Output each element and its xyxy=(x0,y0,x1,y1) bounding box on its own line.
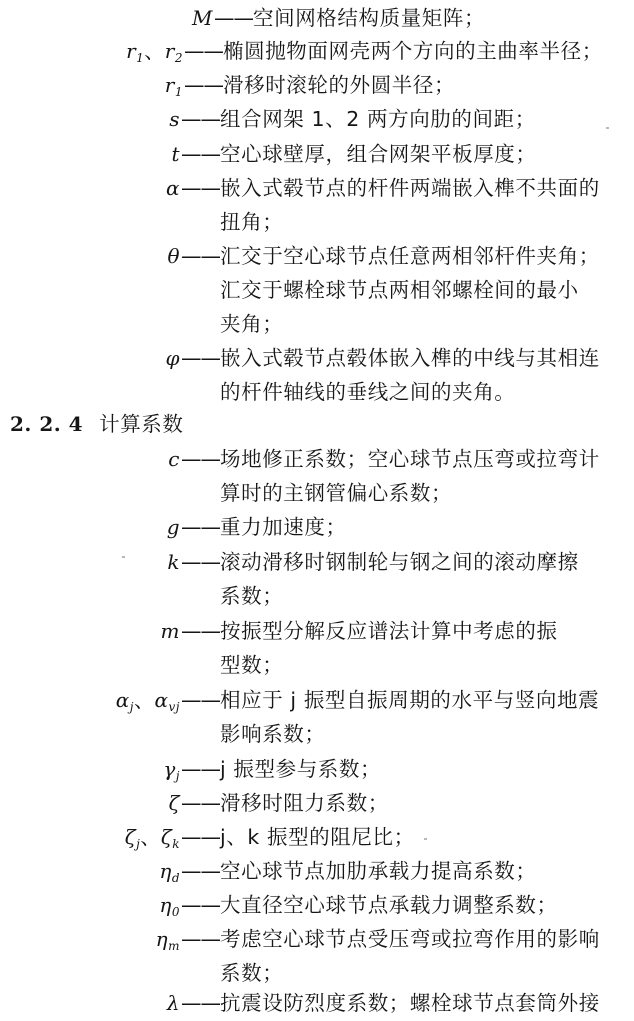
definition-text: ——考虑空心球节点受压弯或拉弯作用的影响 xyxy=(181,927,600,951)
symbol: ζ xyxy=(168,791,180,815)
symbol: $r_1$、$r_2$ xyxy=(126,39,183,65)
symbol: M xyxy=(192,6,213,30)
symbol: s xyxy=(169,107,180,131)
definition-text: ——抗震设防烈度系数；螺栓球节点套筒外接 xyxy=(181,991,600,1015)
definition-text: ——滑移时滚轮的外圆半径； xyxy=(184,73,456,97)
scan-speck xyxy=(424,838,427,840)
section-title: 计算系数 xyxy=(99,412,184,436)
definition-continuation: 系数； xyxy=(220,584,284,608)
symbol: g xyxy=(166,515,180,539)
symbol: φ xyxy=(165,346,180,370)
definition-text: ——空心球节点加肋承载力提高系数； xyxy=(181,859,537,883)
definition-continuation: 型数； xyxy=(220,653,284,677)
definition-continuation: 系数； xyxy=(220,961,284,985)
definition-text: ——嵌入式毂节点毂体嵌入榫的中线与其相连 xyxy=(181,346,600,370)
definition-text: ——汇交于空心球节点任意两相邻杆件夹角； xyxy=(181,244,600,268)
symbol: $\zeta_j$、$\zeta_k$ xyxy=(124,825,180,851)
definition-text: ——椭圆抛物面网壳两个方向的主曲率半径； xyxy=(184,39,603,63)
definition-text: ——场地修正系数；空心球节点压弯或拉弯计 xyxy=(181,447,600,471)
section-heading xyxy=(10,407,184,441)
definition-text: ——j 振型参与系数； xyxy=(181,757,382,781)
definition-text: ——滑移时阻力系数； xyxy=(181,791,389,815)
symbol: t xyxy=(171,142,180,166)
definition-text: ——空心球壁厚，组合网架平板厚度； xyxy=(181,142,537,166)
definition-text: ——相应于 j 振型自振周期的水平与竖向地震 xyxy=(181,688,600,712)
symbol: $r_1$ xyxy=(164,73,183,99)
definition-continuation: 的杆件轴线的垂线之间的夹角。 xyxy=(220,380,516,404)
scan-speck xyxy=(606,127,609,129)
symbol: $\eta_m$ xyxy=(155,927,180,953)
definition-text: ——嵌入式毂节点的杆件两端嵌入榫不共面的 xyxy=(181,176,600,200)
symbol: m xyxy=(160,619,180,643)
definition-text: ——组合网架 1、2 两方向肋的间距； xyxy=(181,107,536,131)
definition-continuation: 扭角； xyxy=(220,210,284,234)
symbol: λ xyxy=(166,991,180,1015)
definition-continuation: 影响系数； xyxy=(220,722,326,746)
symbol: $\eta_d$ xyxy=(159,859,180,885)
symbol: $\gamma_j$ xyxy=(163,757,180,783)
symbol: c xyxy=(168,447,180,471)
definition-text: ——j、k 振型的阻尼比； xyxy=(181,825,415,849)
symbol: $\eta_0$ xyxy=(159,893,180,919)
definition-continuation: 算时的主钢管偏心系数； xyxy=(220,481,453,505)
symbol: θ xyxy=(167,244,180,268)
definition-continuation: 夹角； xyxy=(220,312,284,336)
symbol: α xyxy=(165,176,180,200)
definition-text: ——空间网格结构质量矩阵； xyxy=(214,6,486,30)
scan-speck xyxy=(122,556,125,558)
definition-text: ——大直径空心球节点承载力调整系数； xyxy=(181,893,558,917)
section-number: 2. 2. 4 xyxy=(10,412,84,436)
definition-text: ——滚动滑移时钢制轮与钢之间的滚动摩擦 xyxy=(181,550,579,574)
symbol: k xyxy=(167,550,180,574)
definition-continuation: 汇交于螺栓球节点两相邻螺栓间的最小 xyxy=(220,278,579,302)
definition-text: ——按振型分解反应谱法计算中考虑的振 xyxy=(181,619,558,643)
symbol: $\alpha_j$、$\alpha_{vj}$ xyxy=(115,688,180,714)
definition-text: ——重力加速度； xyxy=(181,515,347,539)
